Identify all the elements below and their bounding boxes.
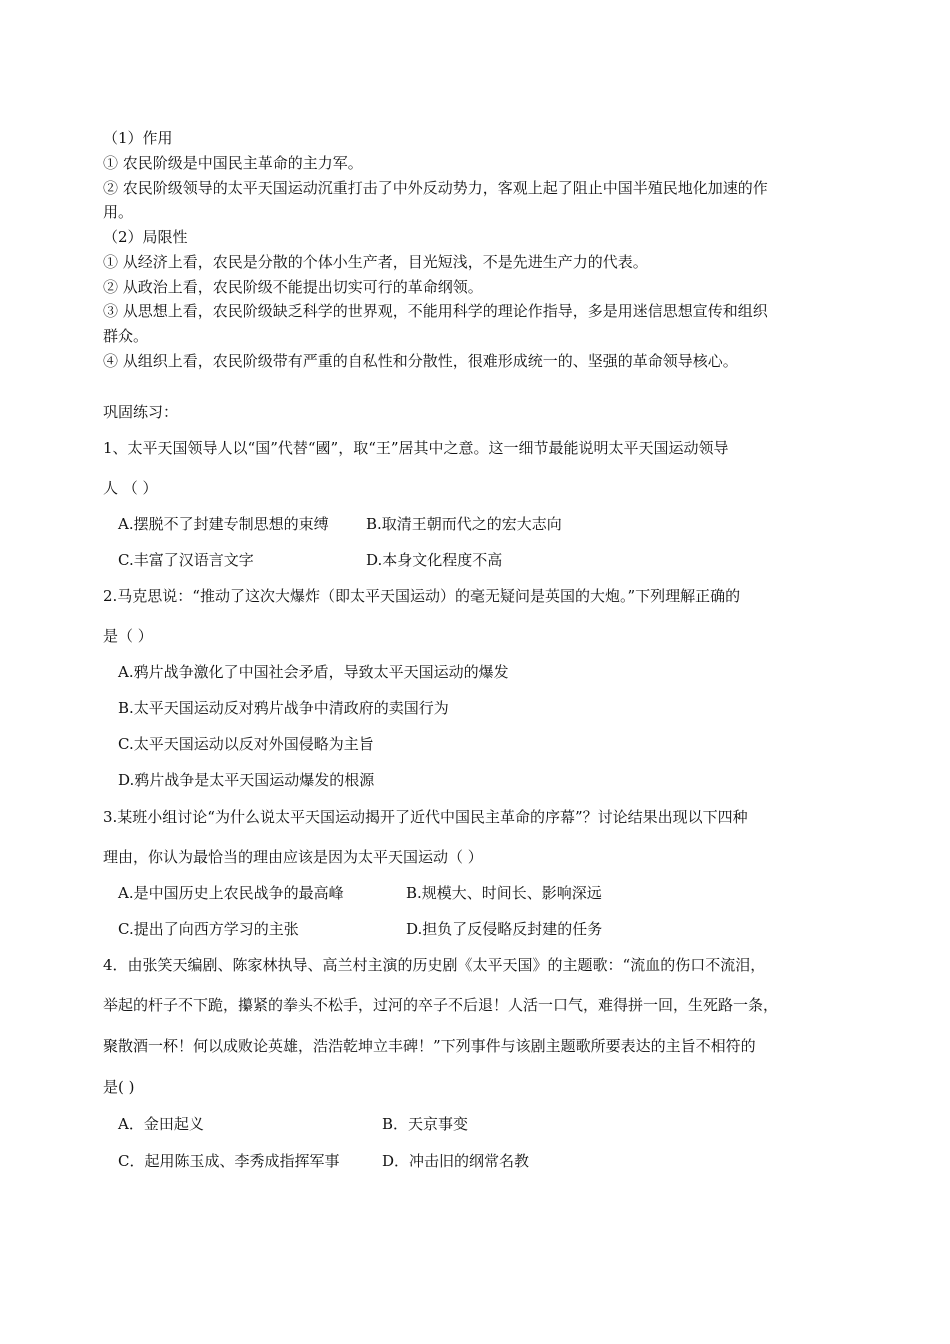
question-4-option-b: B．天京事变 bbox=[382, 1115, 469, 1133]
section1-heading: （1）作用 bbox=[103, 129, 173, 147]
section2-item-3-line-1: ③ 从思想上看，农民阶级缺乏科学的世界观，不能用科学的理论作指导，多是用迷信思想宣传和组织 bbox=[103, 302, 768, 320]
section2-heading: （2）局限性 bbox=[103, 228, 188, 246]
question-2-stem-line-1: 2.马克思说：“推动了这次大爆炸（即太平天国运动）的毫无疑问是英国的大炮。”下列理解正确的 bbox=[103, 587, 741, 605]
question-2-option-d: D.鸦片战争是太平天国运动爆发的根源 bbox=[118, 771, 375, 789]
exercise-title: 巩固练习： bbox=[103, 403, 179, 421]
question-2-option-b: B.太平天国运动反对鸦片战争中清政府的卖国行为 bbox=[118, 699, 449, 717]
question-4-stem-line-3: 聚散酒一杯！何以成败论英雄，浩浩乾坤立丰碑！”下列事件与该剧主题歌所要表达的主旨不相符的 bbox=[103, 1037, 756, 1055]
question-3-option-d: D.担负了反侵略反封建的任务 bbox=[406, 920, 603, 938]
section2-item-4: ④ 从组织上看，农民阶级带有严重的自私性和分散性，很难形成统一的、坚强的革命领导核心。 bbox=[103, 352, 738, 370]
question-1-option-c: C.丰富了汉语言文字 bbox=[118, 551, 254, 569]
question-3-option-a: A.是中国历史上农民战争的最高峰 bbox=[118, 884, 344, 902]
question-2-option-a: A.鸦片战争激化了中国社会矛盾，导致太平天国运动的爆发 bbox=[118, 663, 509, 681]
section2-item-1: ① 从经济上看，农民是分散的个体小生产者，目光短浅，不是先进生产力的代表。 bbox=[103, 253, 648, 271]
question-1-option-d: D.本身文化程度不高 bbox=[366, 551, 503, 569]
question-3-option-c: C.提出了向西方学习的主张 bbox=[118, 920, 299, 938]
section1-item-2-line-2: 用。 bbox=[103, 203, 134, 221]
question-4-option-a: A．金田起义 bbox=[118, 1115, 204, 1133]
question-1-stem-line-2: 人 （ ） bbox=[103, 479, 158, 497]
question-4-option-d: D．冲击旧的纲常名教 bbox=[382, 1152, 530, 1170]
question-2-option-c: C.太平天国运动以反对外国侵略为主旨 bbox=[118, 735, 374, 753]
question-3-option-b: B.规模大、时间长、影响深远 bbox=[406, 884, 602, 902]
question-4-stem-line-2: 举起的杆子不下跪，攥紧的拳头不松手，过河的卒子不后退！人活一口气，难得拼一回，生死路一条， bbox=[103, 996, 779, 1014]
question-1-option-a: A.摆脱不了封建专制思想的束缚 bbox=[118, 515, 329, 533]
section2-item-3-line-2: 群众。 bbox=[103, 327, 149, 345]
question-3-stem-line-1: 3.某班小组讨论“为什么说太平天国运动揭开了近代中国民主革命的序幕”？讨论结果出现以下四种 bbox=[103, 808, 748, 826]
question-3-stem-line-2: 理由，你认为最恰当的理由应该是因为太平天国运动（ ） bbox=[103, 848, 483, 866]
question-1-stem-line-1: 1、太平天国领导人以“国”代替“國”，取“王”居其中之意。这一细节最能说明太平天国运动领导 bbox=[103, 439, 729, 457]
question-2-stem-line-2: 是（ ） bbox=[103, 627, 153, 645]
question-1-option-b: B.取清王朝而代之的宏大志向 bbox=[366, 515, 562, 533]
section1-item-2-line-1: ② 农民阶级领导的太平天国运动沉重打击了中外反动势力，客观上起了阻止中国半殖民地化加速的作 bbox=[103, 179, 768, 197]
question-4-option-c: C．起用陈玉成、李秀成指挥军事 bbox=[118, 1152, 340, 1170]
question-4-stem-line-1: 4．由张笑天编剧、陈家林执导、高兰村主演的历史剧《太平天国》的主题歌：“流血的伤口不流泪， bbox=[103, 956, 766, 974]
question-4-stem-line-4: 是( ) bbox=[103, 1078, 135, 1096]
section2-item-2: ② 从政治上看，农民阶级不能提出切实可行的革命纲领。 bbox=[103, 278, 483, 296]
section1-item-1: ① 农民阶级是中国民主革命的主力军。 bbox=[103, 154, 363, 172]
